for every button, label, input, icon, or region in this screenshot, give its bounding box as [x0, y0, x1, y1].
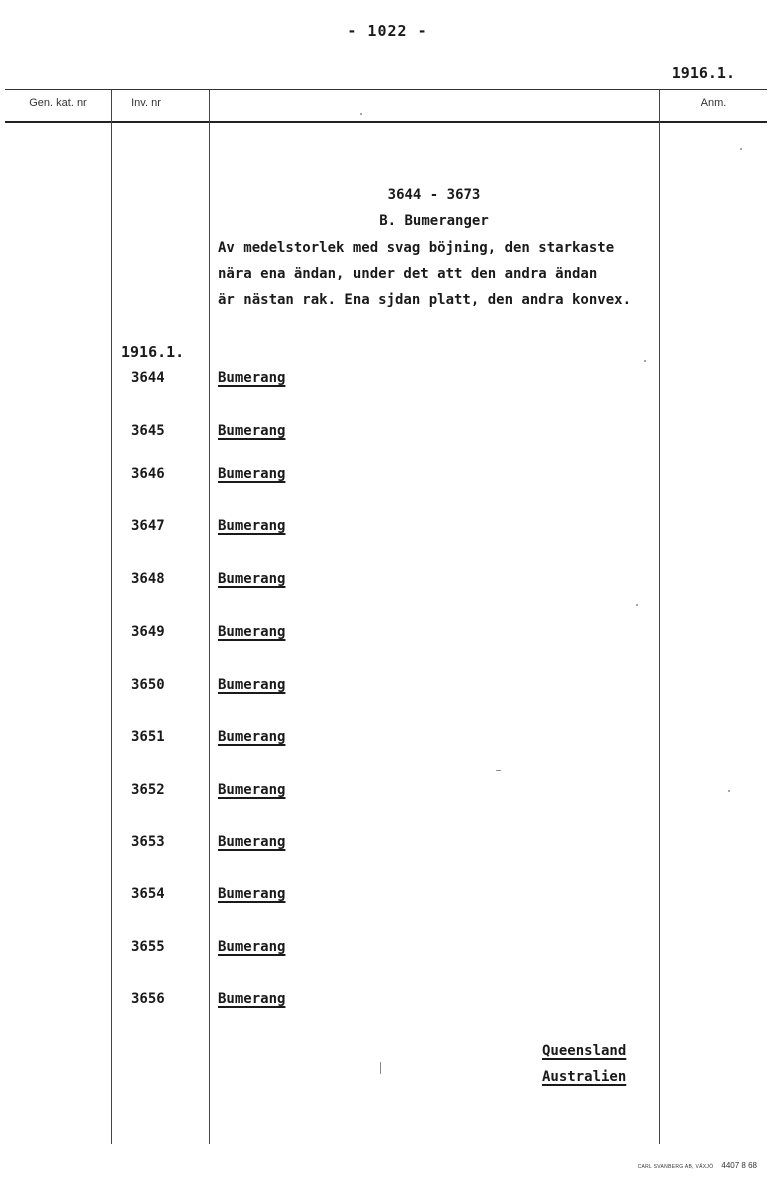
header-top-rule	[5, 89, 767, 90]
column-divider-3	[659, 90, 660, 1144]
entry-inv-number: 3653	[131, 834, 165, 850]
description-line-1: Av medelstorlek med svag böjning, den starkaste	[218, 240, 615, 256]
scan-speck	[360, 113, 362, 115]
page-number: - 1022 -	[347, 22, 428, 40]
entry-object-name: Bumerang	[218, 677, 286, 693]
entry-inv-number: 3645	[131, 423, 165, 439]
form-code: 4407 8 68	[721, 1161, 757, 1170]
printer-footer	[638, 1161, 757, 1170]
scan-speck	[728, 790, 730, 792]
column-header-inv-nr: Inv. nr	[131, 97, 161, 109]
entry-inv-number: 3644	[131, 370, 165, 386]
entry-inv-number: 3646	[131, 466, 165, 482]
entry-inv-number: 3647	[131, 518, 165, 534]
entry-inv-number: 3650	[131, 677, 165, 693]
entry-object-name: Bumerang	[218, 886, 286, 902]
entry-inv-number: 3651	[131, 729, 165, 745]
entry-object-name: Bumerang	[218, 782, 286, 798]
entry-object-name: Bumerang	[218, 834, 286, 850]
entry-object-name: Bumerang	[218, 991, 286, 1007]
entry-object-name: Bumerang	[218, 939, 286, 955]
entry-inv-number: 3654	[131, 886, 165, 902]
origin-country: Australien	[542, 1069, 627, 1085]
header-bottom-rule	[5, 121, 767, 123]
entry-inv-number: 3648	[131, 571, 165, 587]
entry-object-name: Bumerang	[218, 466, 286, 482]
description-line-2: nära ena ändan, under det att den andra ändan	[218, 266, 598, 282]
entry-object-name: Bumerang	[218, 624, 286, 640]
entry-object-name: Bumerang	[218, 518, 286, 534]
scan-speck	[740, 148, 742, 150]
section-heading: B. Bumeranger	[379, 213, 489, 229]
entry-inv-number: 3655	[131, 939, 165, 955]
column-header-anm: Anm.	[700, 97, 727, 109]
origin-region: Queensland	[542, 1043, 627, 1059]
ledger-code: 1916.1.	[671, 64, 735, 82]
entry-object-name: Bumerang	[218, 729, 286, 745]
description-line-3: är nästan rak. Ena sjdan platt, den andra konvex.	[218, 292, 632, 308]
entry-inv-number: 3656	[131, 991, 165, 1007]
entry-inv-number: 3652	[131, 782, 165, 798]
entry-object-name: Bumerang	[218, 423, 286, 439]
column-divider-2	[209, 90, 210, 1144]
scan-speck	[636, 604, 638, 606]
scan-speck	[496, 770, 501, 771]
entry-object-name: Bumerang	[218, 370, 286, 386]
column-divider-1	[111, 90, 112, 1144]
printer-name: CARL SVANBERG AB, VÄXJÖ	[637, 1164, 714, 1170]
scan-speck	[380, 1062, 381, 1074]
scan-speck	[644, 360, 646, 362]
collection-code: 1916.1.	[121, 343, 185, 361]
inventory-range: 3644 - 3673	[387, 187, 481, 203]
entry-object-name: Bumerang	[218, 571, 286, 587]
column-header-gen-kat-nr: Gen. kat. nr	[29, 97, 87, 109]
entry-inv-number: 3649	[131, 624, 165, 640]
